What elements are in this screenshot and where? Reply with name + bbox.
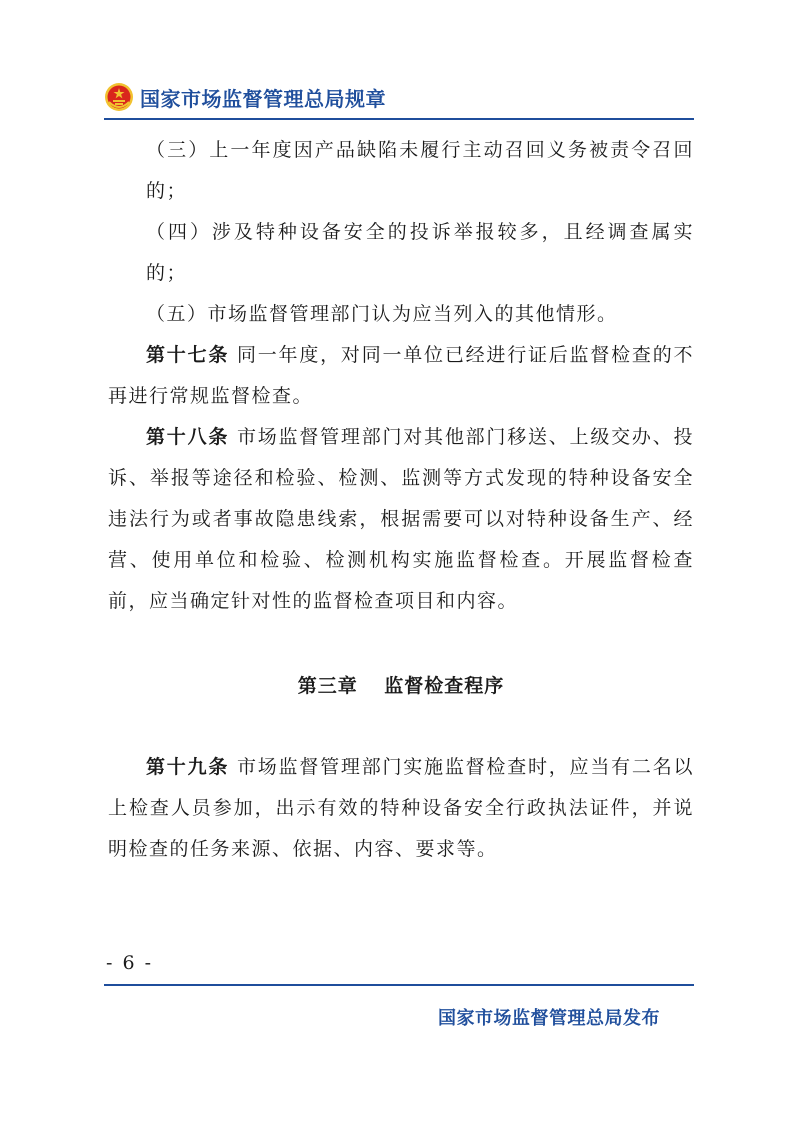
article-19-text: 市场监督管理部门实施监督检查时，应当有二名以上检查人员参加，出示有效的特种设备安全行政执法证件，并说明检查的任务来源、依据、内容、要求等。	[108, 756, 694, 860]
article-17-label: 第十七条	[146, 344, 230, 366]
page-number: - 6 -	[106, 952, 154, 974]
chapter-number: 第三章	[297, 675, 358, 697]
footer-divider	[104, 984, 694, 986]
article-19-label: 第十九条	[146, 756, 230, 778]
article-18	[108, 417, 694, 622]
article-18-label: 第十八条	[146, 426, 230, 448]
list-item-4: （四）涉及特种设备安全的投诉举报较多，且经调查属实的；	[146, 221, 694, 284]
footer-publisher: 国家市场监督管理总局发布	[438, 1008, 660, 1029]
article-17	[108, 335, 694, 417]
list-item-3: （三）上一年度因产品缺陷未履行主动召回义务被责令召回的；	[146, 139, 694, 202]
list-item-5: （五）市场监督管理部门认为应当列入的其他情形。	[146, 303, 618, 325]
header-divider	[104, 118, 694, 120]
document-body	[108, 130, 694, 870]
chapter-heading	[108, 666, 694, 707]
chapter-title: 监督检查程序	[384, 675, 505, 697]
article-19	[108, 747, 694, 870]
header-title: 国家市场监督管理总局规章	[140, 86, 386, 111]
national-emblem-icon	[104, 82, 134, 112]
page-header	[104, 82, 386, 112]
article-18-text: 市场监督管理部门对其他部门移送、上级交办、投诉、举报等途径和检验、检测、监测等方式发现的特种设备安全违法行为或者事故隐患线索，根据需要可以对特种设备生产、经营、使用单位和检验、检测机构实施监督检查。开展监督检查前，应当确定针对性的监督检查项目和内容。	[108, 426, 694, 612]
article-17-text: 同一年度，对同一单位已经进行证后监督检查的不再进行常规监督检查。	[108, 344, 694, 407]
